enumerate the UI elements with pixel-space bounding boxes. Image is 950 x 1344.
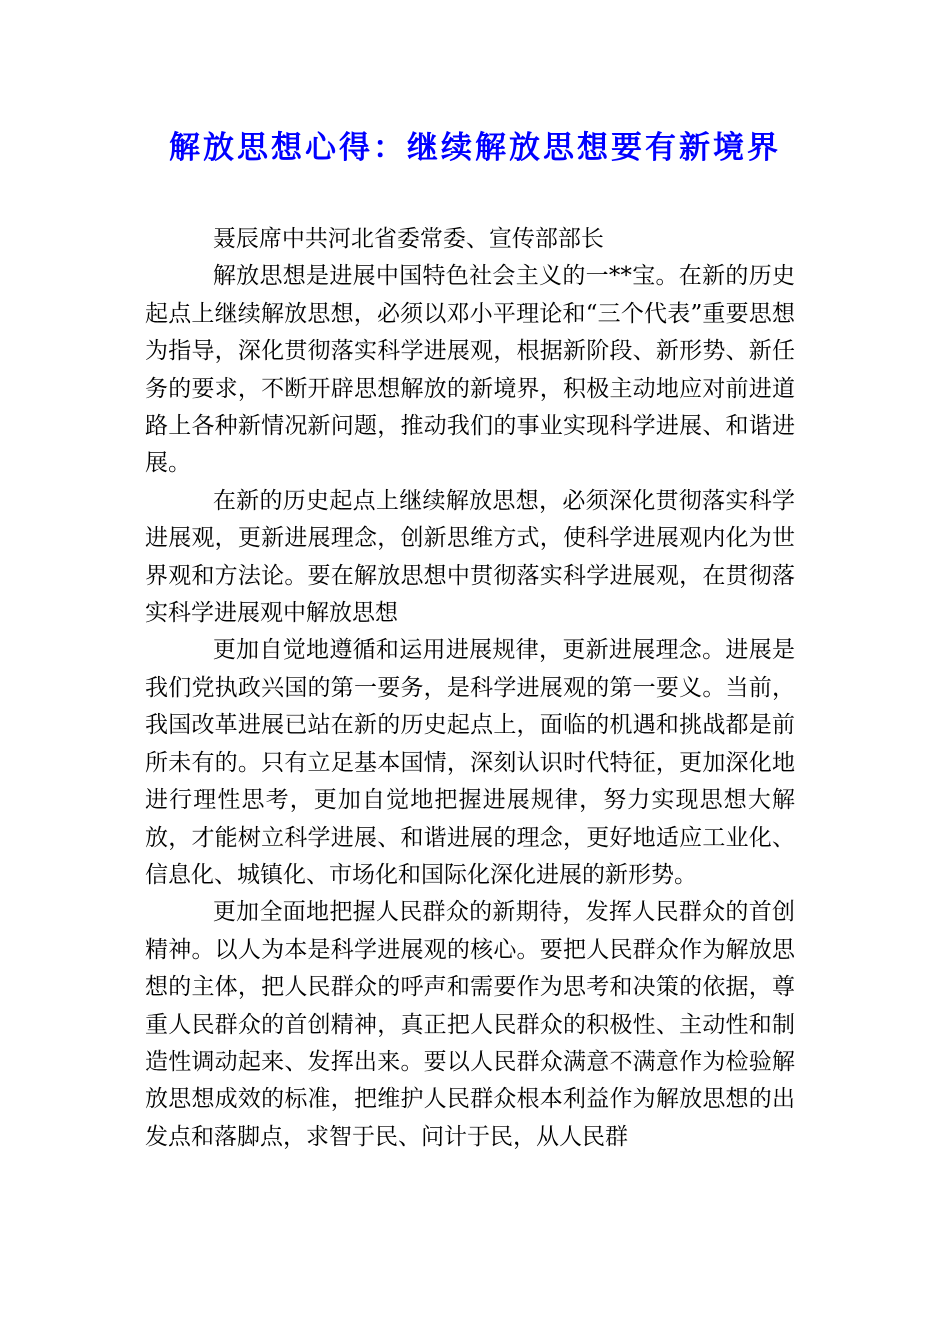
document-body	[145, 221, 795, 1156]
author-line: 聂辰席中共河北省委常委、宣传部部长	[212, 226, 604, 252]
paragraph: 在新的历史起点上继续解放思想，必须深化贯彻落实科学进展观，更新进展理念，创新思维方式，使科学进展观内化为世界观和方法论。要在解放思想中贯彻落实科学进展观，在贯彻落实科学进展观中解放思想	[145, 487, 795, 627]
paragraph: 更加自觉地遵循和运用进展规律，更新进展理念。进展是我们党执政兴国的第一要务，是科学进展观的第一要义。当前，我国改革进展已站在新的历史起点上，面临的机遇和挑战都是前所未有的。只有立足基本国情，深刻认识时代特征，更加深化地进行理性思考，更加自觉地把握进展规律，努力实现思想大解放，才能树立科学进展、和谐进展的理念，更好地适应工业化、信息化、城镇化、市场化和国际化深化进展的新形势。	[145, 637, 795, 888]
paragraph: 更加全面地把握人民群众的新期待，发挥人民群众的首创精神。以人为本是科学进展观的核心。要把人民群众作为解放思想的主体，把人民群众的呼声和需要作为思考和决策的依据，尊重人民群众的首创精神，真正把人民群众的积极性、主动性和制造性调动起来、发挥出来。要以人民群众满意不满意作为检验解放思想成效的标准，把维护人民群众根本利益作为解放思想的出发点和落脚点，求智于民、问计于民，从人民群	[145, 899, 795, 1150]
document-title: 解放思想心得：继续解放思想要有新境界	[169, 130, 781, 166]
paragraph: 解放思想是进展中国特色社会主义的一**宝。在新的历史起点上继续解放思想，必须以邓小平理论和“三个代表”重要思想为指导，深化贯彻落实科学进展观，根据新阶段、新形势、新任务的要求，不断开辟思想解放的新境界，积极主动地应对前进道路上各种新情况新问题，推动我们的事业实现科学进展、和谐进展。	[145, 263, 795, 477]
